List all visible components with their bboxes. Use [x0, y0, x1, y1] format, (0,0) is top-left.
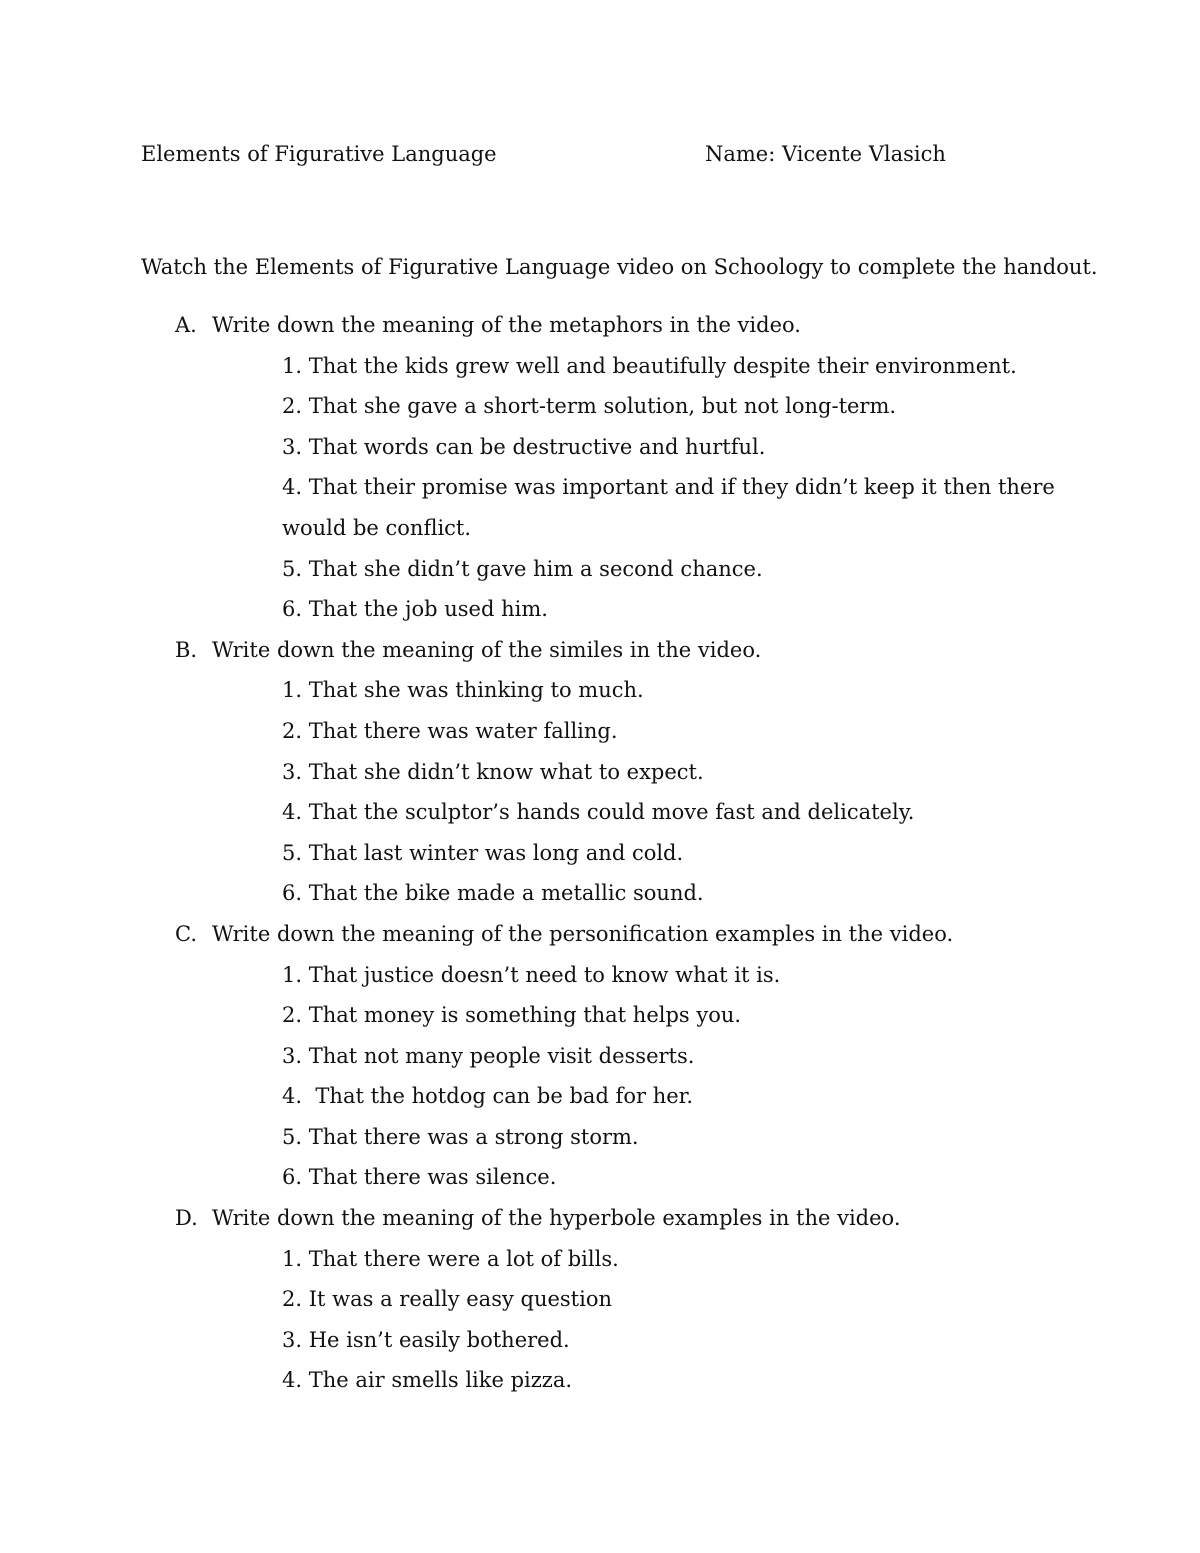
answer-number: 4.	[282, 800, 303, 825]
answer-text: That she didn’t gave him a second chance.	[308, 556, 763, 581]
answer-item	[141, 434, 1071, 475]
answer-text: That there was silence.	[308, 1165, 557, 1190]
answer-item	[141, 1083, 1071, 1124]
question-text: Write down the meaning of the similes in the video.	[212, 637, 762, 662]
answer-text: That she didn’t know what to expect.	[308, 759, 704, 784]
question-sections	[141, 312, 1071, 1408]
answer-item	[141, 962, 1071, 1003]
document-title: Elements of Figurative Language	[141, 142, 497, 166]
question-letter: D.	[175, 1206, 198, 1231]
answer-text: That the kids grew well and beautifully despite their environment.	[308, 353, 1017, 378]
answer-text: That the bike made a metallic sound.	[308, 881, 704, 906]
answer-item	[141, 596, 1071, 637]
answer-text: That justice doesn’t need to know what it is.	[308, 962, 781, 987]
answer-item	[141, 677, 1071, 718]
answer-number: 3.	[282, 1043, 303, 1068]
answer-number: 2.	[282, 394, 303, 419]
answer-item	[141, 880, 1071, 921]
answer-text: That not many people visit desserts.	[308, 1043, 695, 1068]
question-letter: C.	[175, 921, 197, 946]
answer-text: That their promise was important and if they didn’t keep it then there	[308, 475, 1055, 500]
answer-item	[141, 799, 1071, 840]
answer-item	[141, 1164, 1071, 1205]
answer-text: That money is something that helps you.	[308, 1003, 742, 1028]
answer-text: That words can be destructive and hurtful.	[308, 434, 766, 459]
answer-item	[141, 718, 1071, 759]
question-section	[141, 1205, 1071, 1408]
document-header	[141, 142, 1041, 172]
question-row	[141, 312, 1071, 353]
question-row	[141, 637, 1071, 678]
answer-continuation	[141, 515, 1071, 556]
question-section	[141, 921, 1071, 1205]
answer-number: 1.	[282, 962, 303, 987]
answer-number: 5.	[282, 840, 303, 865]
answer-text: That she gave a short-term solution, but not long-term.	[308, 394, 897, 419]
answer-number: 4.	[282, 475, 303, 500]
question-section	[141, 312, 1071, 637]
answer-number: 6.	[282, 1165, 303, 1190]
answer-item	[141, 353, 1071, 394]
answer-number: 2.	[282, 1003, 303, 1028]
answer-item	[141, 1124, 1071, 1165]
question-text: Write down the meaning of the metaphors in the video.	[212, 313, 801, 337]
answer-number: 3.	[282, 759, 303, 784]
question-text: Write down the meaning of the personification examples in the video.	[212, 921, 954, 946]
answer-item	[141, 1286, 1071, 1327]
answer-text: That she was thinking to much.	[308, 678, 644, 703]
answer-item	[141, 1043, 1071, 1084]
question-row	[141, 1205, 1071, 1246]
answer-text: That there was a strong storm.	[308, 1124, 639, 1149]
answer-number: 4.	[282, 1084, 303, 1109]
answer-item	[141, 1246, 1071, 1287]
answer-number: 1.	[282, 353, 303, 378]
question-row	[141, 921, 1071, 962]
answer-number: 2.	[282, 1287, 303, 1312]
answer-item	[141, 474, 1071, 515]
answer-item	[141, 759, 1071, 800]
answer-item	[141, 1327, 1071, 1368]
question-section	[141, 637, 1071, 921]
answer-text: He isn’t easily bothered.	[308, 1327, 570, 1352]
answer-number: 6.	[282, 881, 303, 906]
answer-text: It was a really easy question	[308, 1287, 613, 1312]
answer-number: 1.	[282, 1246, 303, 1271]
answer-number: 3.	[282, 434, 303, 459]
answer-number: 1.	[282, 678, 303, 703]
answer-text: That the sculptor’s hands could move fast and delicately.	[308, 800, 915, 825]
answer-text: That the hotdog can be bad for her.	[308, 1084, 694, 1109]
answer-item	[141, 556, 1071, 597]
answer-number: 3.	[282, 1327, 303, 1352]
question-letter: A.	[175, 313, 197, 337]
answer-continuation-text: would be conflict.	[282, 515, 472, 540]
answer-item	[141, 1367, 1071, 1408]
student-name: Name: Vicente Vlasich	[705, 142, 946, 166]
answer-text: That the job used him.	[308, 597, 548, 622]
question-text: Write down the meaning of the hyperbole examples in the video.	[212, 1206, 901, 1231]
answer-number: 2.	[282, 718, 303, 743]
answer-number: 5.	[282, 556, 303, 581]
answer-item	[141, 393, 1071, 434]
instructions-text: Watch the Elements of Figurative Language video on Schoology to complete the handout.	[141, 255, 1098, 279]
answer-text: That there were a lot of bills.	[308, 1246, 619, 1271]
answer-item	[141, 840, 1071, 881]
answer-number: 6.	[282, 597, 303, 622]
answer-item	[141, 1002, 1071, 1043]
answer-text: That last winter was long and cold.	[308, 840, 684, 865]
answer-text: The air smells like pizza.	[308, 1368, 573, 1393]
answer-number: 4.	[282, 1368, 303, 1393]
question-letter: B.	[175, 637, 198, 662]
answer-number: 5.	[282, 1124, 303, 1149]
answer-text: That there was water falling.	[308, 718, 618, 743]
